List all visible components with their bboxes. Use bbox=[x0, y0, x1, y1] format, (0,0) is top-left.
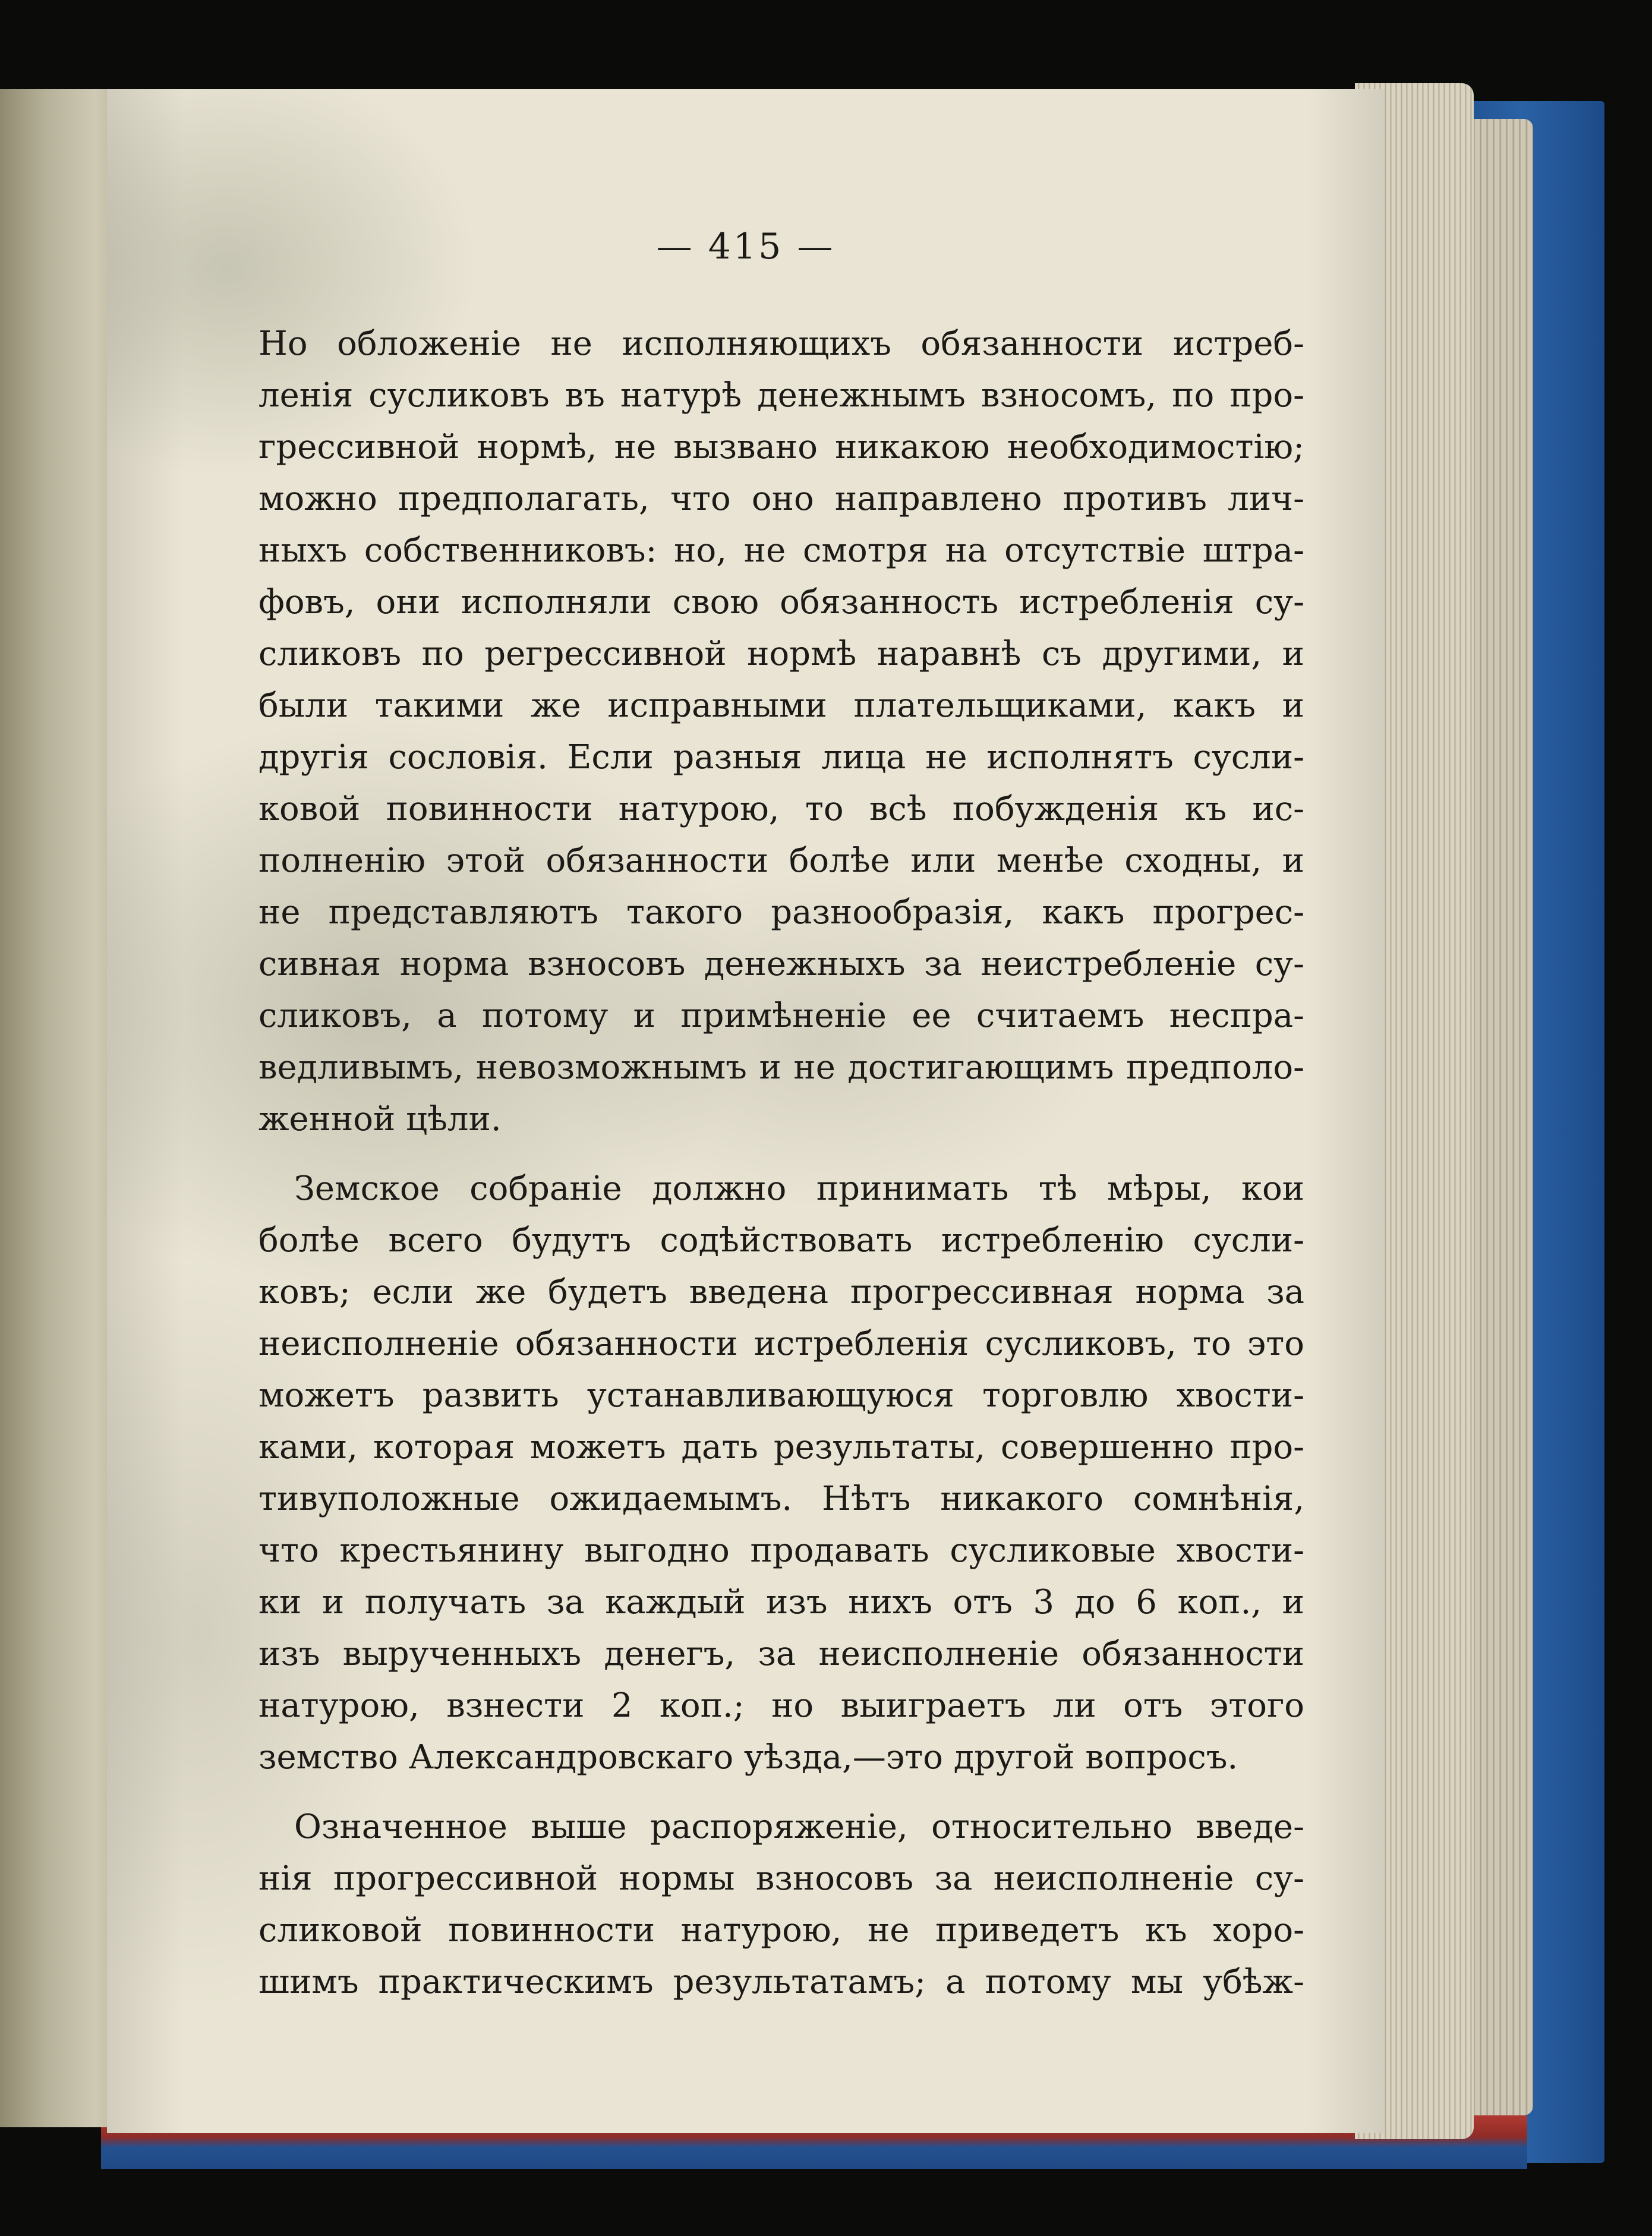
text-line: полненію этой обязанности болѣе или менѣе сходны, и bbox=[258, 841, 1304, 880]
text-line: фовъ, они исполняли свою обязанность истребленія су- bbox=[258, 583, 1304, 622]
text-line: неисполненіе обязанности истребленія сусликовъ, то это bbox=[258, 1324, 1304, 1363]
text-line: были такими же исправными плательщиками, какъ и bbox=[258, 686, 1304, 725]
text-line: сликовъ, а потому и примѣненіе ее считаемъ неспра- bbox=[258, 996, 1304, 1035]
text-line: шимъ практическимъ результатамъ; а потому мы убѣж- bbox=[258, 1963, 1304, 2001]
text-line: ковъ; если же будетъ введена прогрессивная норма за bbox=[258, 1273, 1304, 1311]
text-line: ки и получать за каждый изъ нихъ отъ 3 до 6 коп., и bbox=[258, 1583, 1304, 1622]
text-line: Означенное выше распоряженіе, относительно введе- bbox=[294, 1808, 1304, 1846]
left-page-edge bbox=[0, 89, 119, 2127]
text-line: ковой повинности натурою, то всѣ побужденія къ ис- bbox=[258, 790, 1304, 828]
text-line: женной цѣли. bbox=[258, 1100, 502, 1139]
text-line: можно предполагать, что оно направлено противъ лич- bbox=[258, 480, 1304, 518]
paragraph-gap bbox=[258, 1783, 1304, 1801]
text-line: тивуположные ожидаемымъ. Нѣтъ никакого сомнѣнія, bbox=[258, 1480, 1304, 1518]
text-line: натурою, взнести 2 коп.; но выиграетъ ли отъ этого bbox=[258, 1686, 1304, 1725]
text-line: ныхъ собственниковъ: но, не смотря на отсутствіе штра- bbox=[258, 531, 1304, 570]
page-number: — 415 — bbox=[656, 226, 836, 267]
body-text bbox=[258, 318, 1304, 2008]
text-line: Но обложеніе не исполняющихъ обязанности истреб- bbox=[258, 324, 1304, 363]
text-line: нія прогрессивной нормы взносовъ за неисполненіе су- bbox=[258, 1859, 1304, 1898]
text-line: ведливымъ, невозможнымъ и не достигающимъ предполо- bbox=[258, 1048, 1304, 1087]
text-line: грессивной нормѣ, не вызвано никакою необходимостію; bbox=[258, 428, 1304, 466]
text-line: сликовъ по регрессивной нормѣ наравнѣ съ другими, и bbox=[258, 635, 1304, 673]
text-line: сивная норма взносовъ денежныхъ за неистребленіе су- bbox=[258, 945, 1304, 983]
text-line: земство Александровскаго уѣзда,—это другой вопросъ. bbox=[258, 1738, 1238, 1777]
text-line: сликовой повинности натурою, не приведетъ къ хоро- bbox=[258, 1911, 1304, 1950]
text-line: можетъ развить устанавливающуюся торговлю хвости- bbox=[258, 1376, 1304, 1415]
text-line: болѣе всего будутъ содѣйствовать истребленію сусли- bbox=[258, 1221, 1304, 1260]
text-line: ленія сусликовъ въ натурѣ денежнымъ взносомъ, по про- bbox=[258, 376, 1304, 415]
text-line: Земское собраніе должно принимать тѣ мѣры, кои bbox=[294, 1169, 1304, 1208]
book-page bbox=[107, 89, 1385, 2133]
text-line: ками, которая можетъ дать результаты, совершенно про- bbox=[258, 1428, 1304, 1467]
text-line: другія сословія. Если разныя лица не исполнятъ сусли- bbox=[258, 738, 1304, 777]
text-line: что крестьянину выгодно продавать сусликовые хвости- bbox=[258, 1531, 1304, 1570]
paragraph-gap bbox=[258, 1145, 1304, 1163]
text-line: изъ вырученныхъ денегъ, за неисполненіе обязанности bbox=[258, 1635, 1304, 1673]
text-line: не представляютъ такого разнообразія, какъ прогрес- bbox=[258, 893, 1304, 932]
